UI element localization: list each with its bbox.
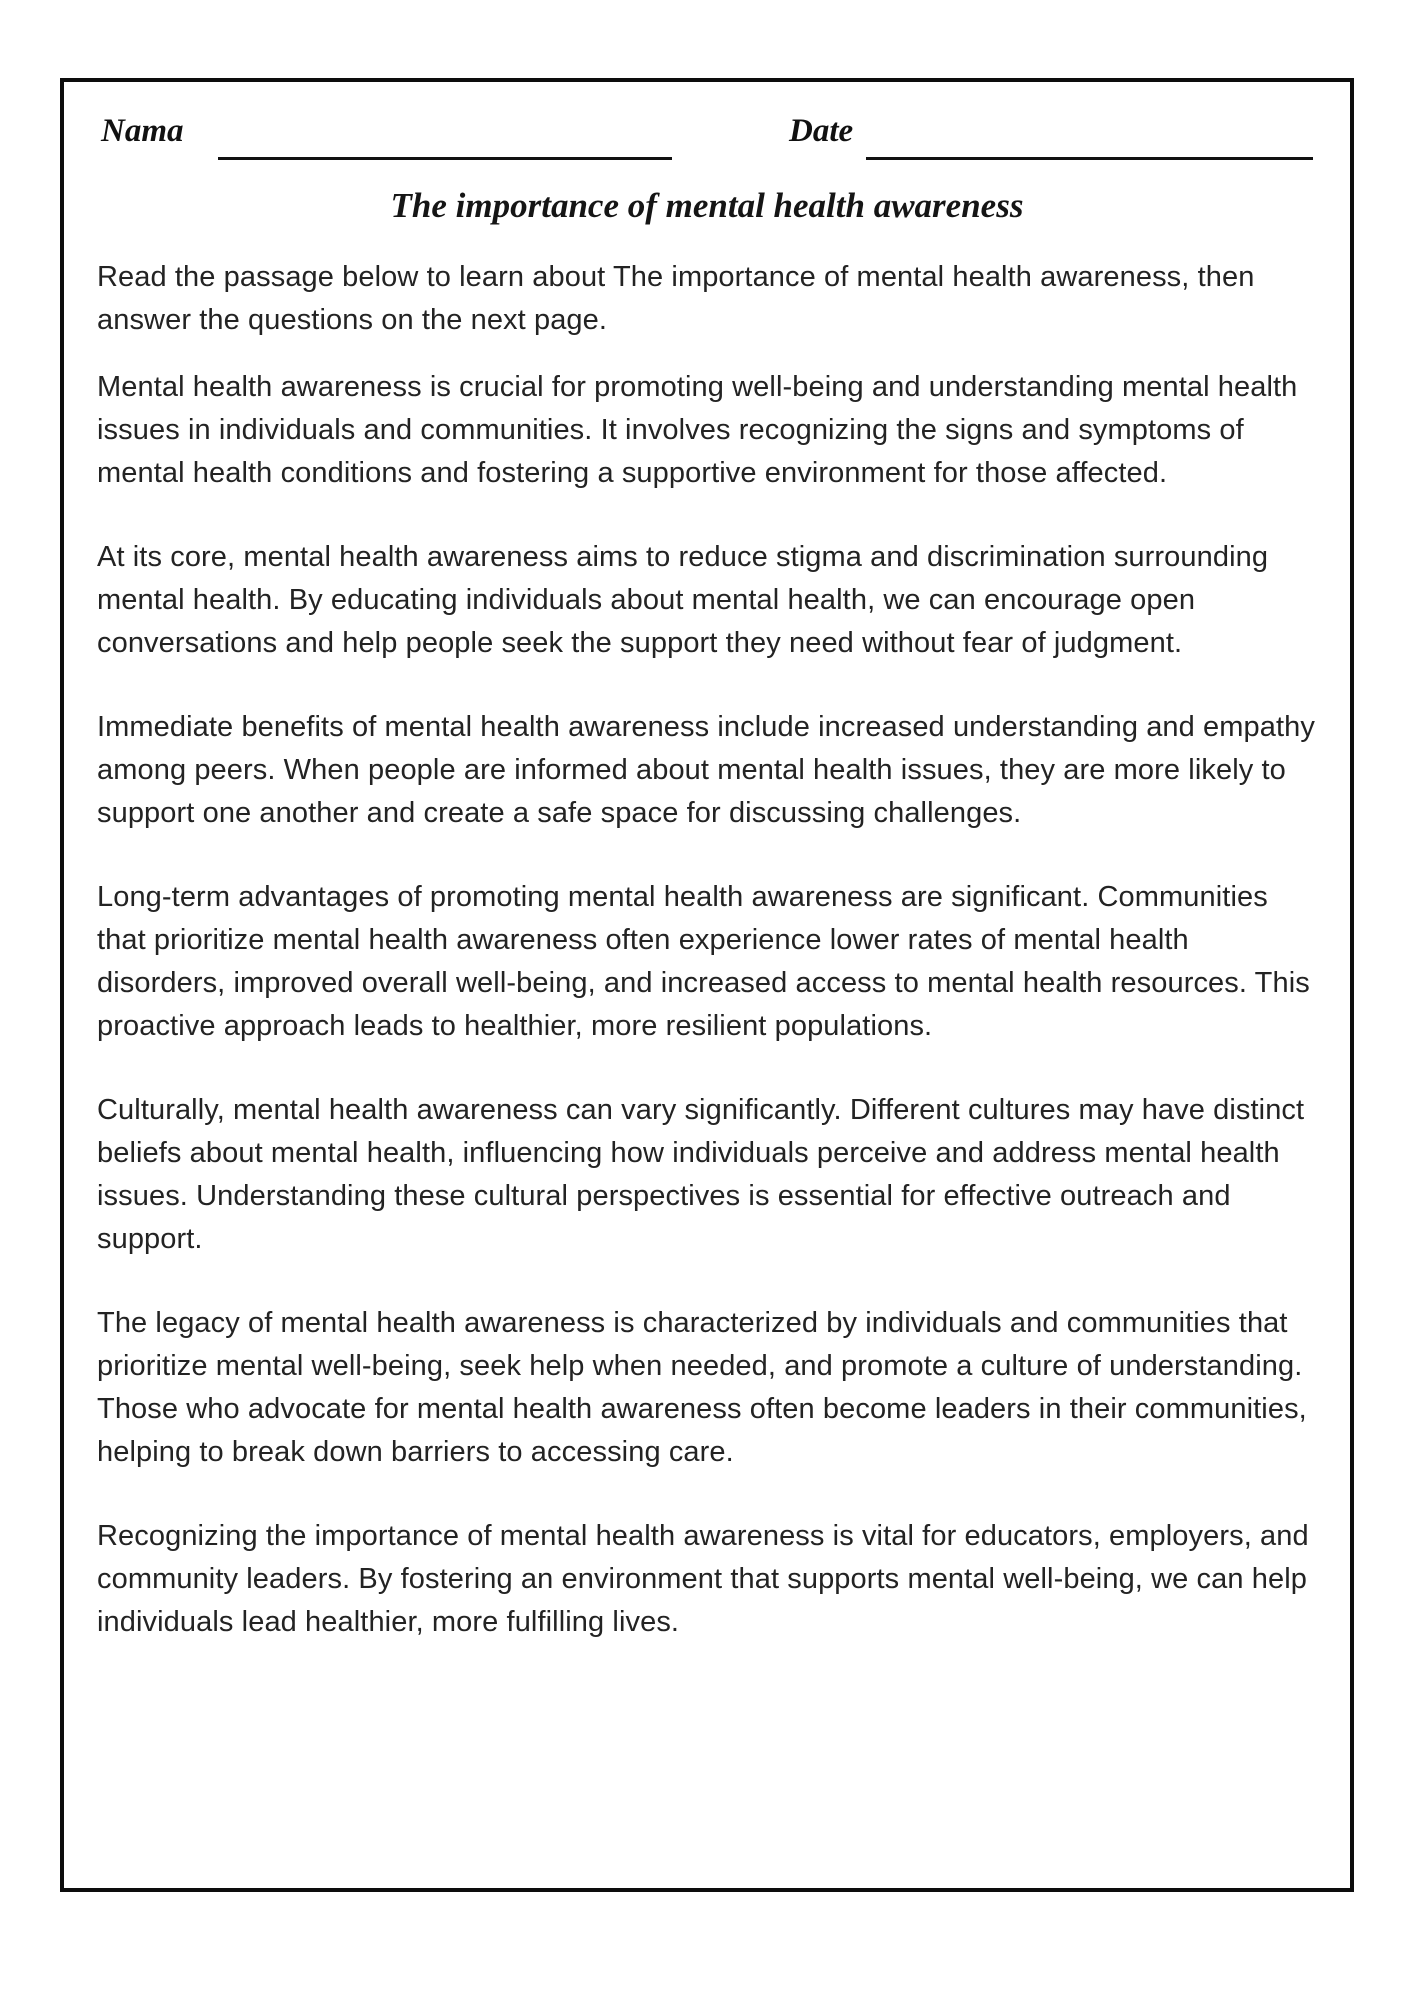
instructions-text: Read the passage below to learn about The importance of mental health awareness, then answer the questions on the next page. <box>97 261 1255 336</box>
name-field <box>101 113 672 150</box>
passage-paragraph: The legacy of mental health awareness is characterized by individuals and communities that prioritize mental well-being, seek help when needed, and promote a culture of understanding. Those who advocate for mental health awareness often become leaders in their communities, helping to break down barriers to accessing care. <box>97 1307 1307 1468</box>
passage-paragraph: Mental health awareness is crucial for promoting well-being and understanding mental health issues in individuals and communities. It involves recognizing the signs and symptoms of mental health conditions and fostering a supportive environment for those affected. <box>97 371 1298 489</box>
date-field <box>789 113 1313 150</box>
header <box>97 98 1317 150</box>
worksheet-title: The importance of mental health awareness <box>390 186 1024 225</box>
name-blank-line <box>218 130 673 160</box>
passage-paragraph: Recognizing the importance of mental health awareness is vital for educators, employers, and community leaders. By fostering an environment that supports mental well-being, we can help individuals lead healthier, more fulfilling lives. <box>97 1520 1309 1638</box>
date-label: Date <box>789 113 854 149</box>
passage-paragraph: Long-term advantages of promoting mental health awareness are significant. Communities that prioritize mental health awareness often experience lower rates of mental health disorders, improved overall well-being, and increased access to mental health resources. This proactive approach leads to healthier, more resilient populations. <box>97 881 1310 1042</box>
worksheet-border-frame <box>60 78 1354 1892</box>
date-blank-line <box>866 130 1313 160</box>
name-label: Nama <box>101 113 184 149</box>
passage-paragraph: Culturally, mental health awareness can vary significantly. Different cultures may have distinct beliefs about mental health, influencing how individuals perceive and address mental health issues. Understanding these cultural perspectives is essential for effective outreach and support. <box>97 1094 1305 1255</box>
passage-paragraph: At its core, mental health awareness aims to reduce stigma and discrimination surrounding mental health. By educating individuals about mental health, we can encourage open conversations and help people seek the support they need without fear of judgment. <box>97 541 1269 659</box>
passage-paragraph: Immediate benefits of mental health awareness include increased understanding and empathy among peers. When people are informed about mental health issues, they are more likely to support one another and create a safe space for discussing challenges. <box>97 711 1315 829</box>
